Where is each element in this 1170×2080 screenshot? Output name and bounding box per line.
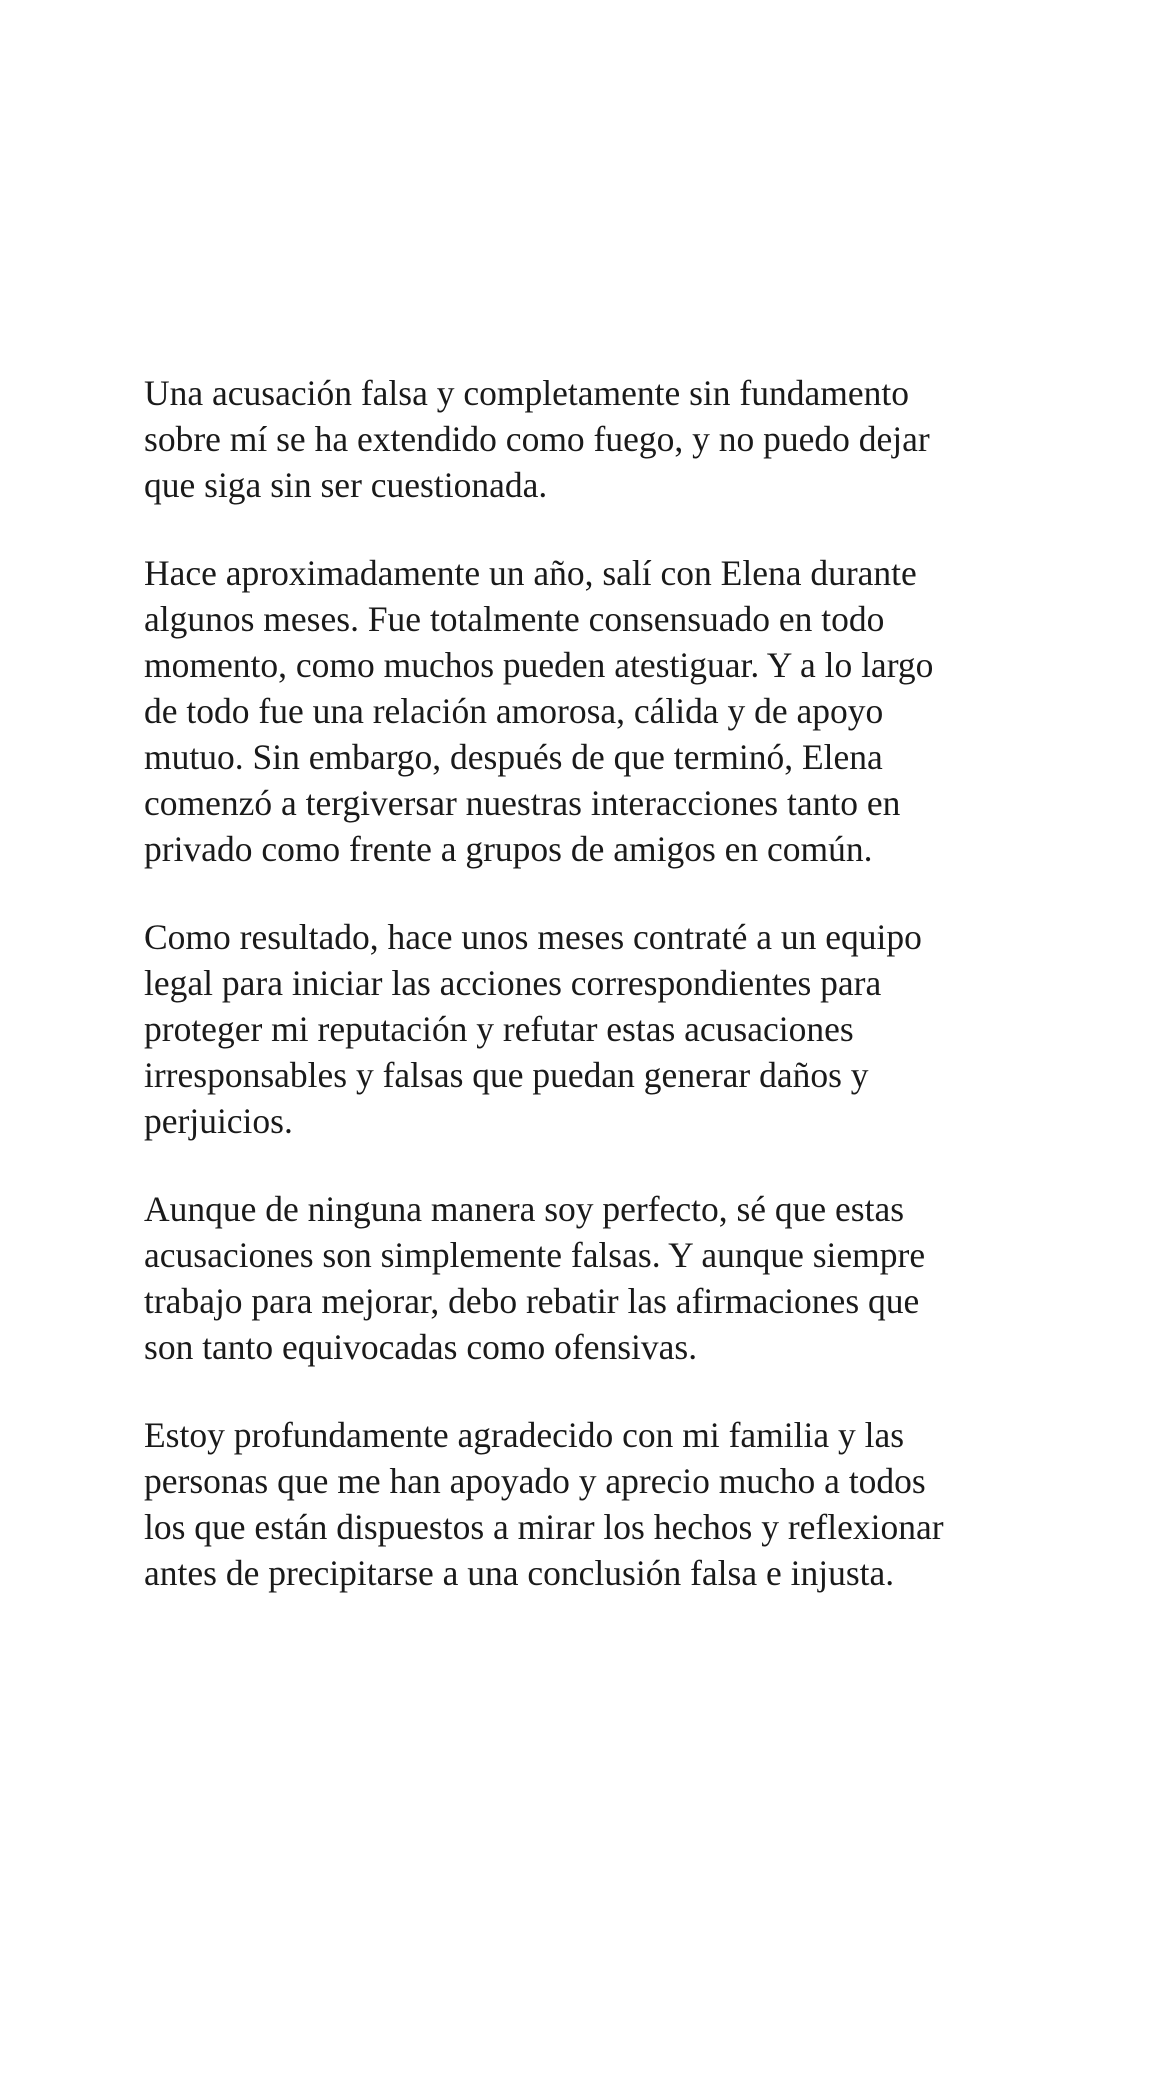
statement-paragraph-2: Hace aproximadamente un año, salí con Elena durante algunos meses. Fue totalmente consensuado en todo momento, como muchos pueden atestiguar. Y a lo largo de todo fue una relación amorosa, cálida y de apoyo mutuo. Sin embargo, después de que terminó, Elena comenzó a tergiversar nuestras interacciones tanto en privado como frente a grupos de amigos en común.: [144, 553, 934, 869]
statement-paragraph-4: Aunque de ninguna manera soy perfecto, sé que estas acusaciones son simplemente falsas. Y aunque siempre trabajo para mejorar, debo rebatir las afirmaciones que son tanto equivocadas como ofensivas.: [144, 1189, 926, 1367]
statement-body: [144, 370, 1064, 1596]
statement-paragraph-5: Estoy profundamente agradecido con mi familia y las personas que me han apoyado y aprecio mucho a todos los que están dispuestos a mirar los hechos y reflexionar antes de precipitarse a una conclusión falsa e injusta.: [144, 1415, 944, 1593]
statement-paragraph-1: Una acusación falsa y completamente sin fundamento sobre mí se ha extendido como fuego, y no puedo dejar que siga sin ser cuestionada.: [144, 373, 930, 505]
statement-paragraph-3: Como resultado, hace unos meses contraté a un equipo legal para iniciar las acciones correspondientes para proteger mi reputación y refutar estas acusaciones irresponsables y falsas que puedan generar daños y perjuicios.: [144, 917, 922, 1141]
